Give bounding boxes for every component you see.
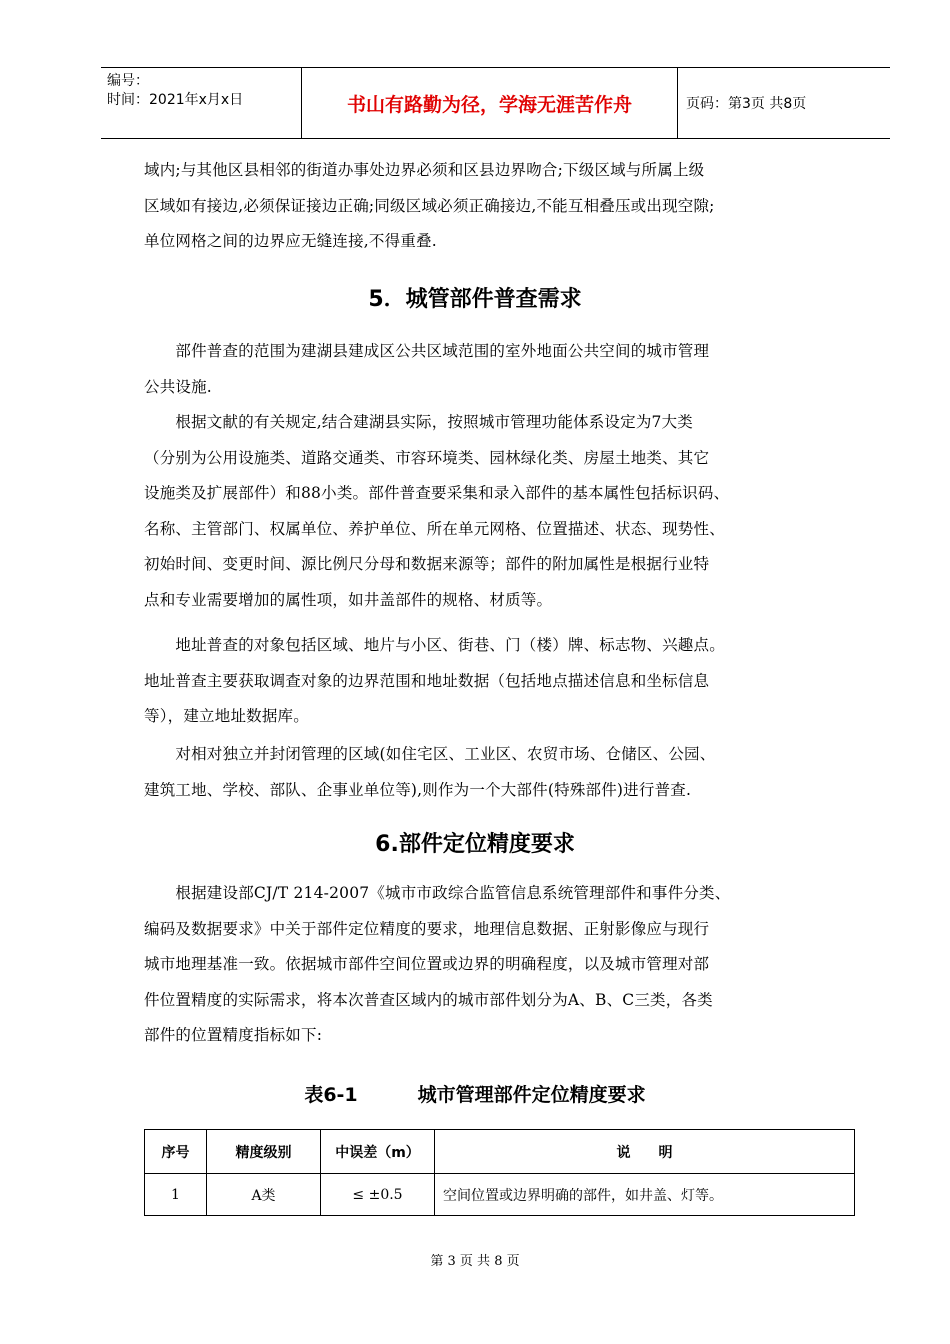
- text-line: 名称、主管部门、权属单位、养护单位、所在单元网格、位置描述、状态、现势性、: [144, 519, 725, 538]
- text-line: 单位网格之间的边界应无缝连接,不得重叠.: [144, 232, 437, 250]
- text-line: 建筑工地、学校、部队、企事业单位等),则作为一个大部件(特殊部件)进行普查.: [144, 780, 692, 799]
- section-5-title: 5．城管部件普查需求: [368, 287, 582, 312]
- table-header-cell: 序号: [145, 1130, 207, 1174]
- table-cell: 1: [145, 1174, 207, 1216]
- section-6-title: 6.部件定位精度要求: [375, 832, 575, 857]
- header-meta: [101, 68, 302, 138]
- text-line: 域内;与其他区县相邻的街道办事处边界必须和区县边界吻合;下级区域与所属上级: [144, 161, 705, 179]
- intro-paragraph: [144, 153, 864, 260]
- table-header-row: [145, 1130, 855, 1174]
- page-header: [101, 67, 890, 139]
- text-line: 区域如有接边,必须保证接边正确;同级区域必须正确接边,不能互相叠压或出现空隙;: [144, 196, 715, 215]
- precision-table: [144, 1129, 855, 1216]
- section-6-paragraph-1: [144, 876, 864, 1054]
- table-cell: ≤ ±0.5: [321, 1174, 435, 1216]
- table-header-cell: 中误差（m）: [321, 1130, 435, 1174]
- table-header-cell: 精度级别: [207, 1130, 321, 1174]
- header-page-label: 页码：第3页 共8页: [686, 96, 807, 112]
- section-5-paragraph-2: [144, 405, 864, 618]
- table-caption: [0, 1080, 950, 1107]
- header-motto: 书山有路勤为径，学海无涯苦作舟: [302, 68, 678, 138]
- text-line: 地址普查主要获取调查对象的边界范围和地址数据（包括地点描述信息和坐标信息: [144, 671, 710, 690]
- text-line: 初始时间、变更时间、源比例尺分母和数据来源等；部件的附加属性是根据行业特: [144, 555, 710, 573]
- text-line: 地址普查的对象包括区域、地片与小区、街巷、门（楼）牌、标志物、兴趣点。: [144, 636, 725, 654]
- text-line: 根据文献的有关规定,结合建湖县实际，按照城市管理功能体系设定为7大类: [144, 413, 693, 431]
- text-line: 部件的位置精度指标如下:: [144, 1026, 323, 1044]
- text-line: 对相对独立并封闭管理的区域(如住宅区、工业区、农贸市场、仓储区、公园、: [144, 745, 716, 763]
- table-caption-title: 城市管理部件定位精度要求: [417, 1084, 646, 1106]
- text-line: 城市地理基准一致。依据城市部件空间位置或边界的明确程度，以及城市管理对部: [144, 955, 710, 973]
- text-line: 等），建立地址数据库。: [144, 707, 309, 725]
- code-label: 编号：: [107, 73, 149, 89]
- text-line: 编码及数据要求》中关于部件定位精度的要求，地理信息数据、正射影像应与现行: [144, 919, 710, 938]
- time-label: 时间：2021年x月x日: [107, 92, 244, 108]
- text-line: 根据建设部CJ/T 214-2007《城市市政综合监管信息系统管理部件和事件分类、: [144, 884, 731, 902]
- page-footer: 第 3 页 共 8 页: [430, 1254, 520, 1269]
- table-caption-number: 表6-1: [304, 1084, 358, 1106]
- section-5-paragraph-1: [144, 334, 864, 405]
- text-line: （分别为公用设施类、道路交通类、市容环境类、园林绿化类、房屋土地类、其它: [144, 448, 710, 467]
- table-cell: A类: [207, 1174, 321, 1216]
- table-row: [145, 1174, 855, 1216]
- section-5-paragraph-4: [144, 737, 864, 808]
- text-line: 点和专业需要增加的属性项，如井盖部件的规格、材质等。: [144, 590, 553, 609]
- text-line: 部件普查的范围为建湖县建成区公共区域范围的室外地面公共空间的城市管理: [144, 342, 710, 360]
- text-line: 件位置精度的实际需求，将本次普查区域内的城市部件划分为A、B、C三类，各类: [144, 990, 713, 1009]
- text-line: 设施类及扩展部件）和88小类。部件普查要采集和录入部件的基本属性包括标识码、: [144, 484, 730, 502]
- table-cell: 空间位置或边界明确的部件，如井盖、灯等。: [435, 1174, 855, 1216]
- text-line: 公共设施.: [144, 377, 212, 396]
- table-header-cell: 说 明: [435, 1130, 855, 1174]
- section-5-paragraph-3: [144, 628, 864, 735]
